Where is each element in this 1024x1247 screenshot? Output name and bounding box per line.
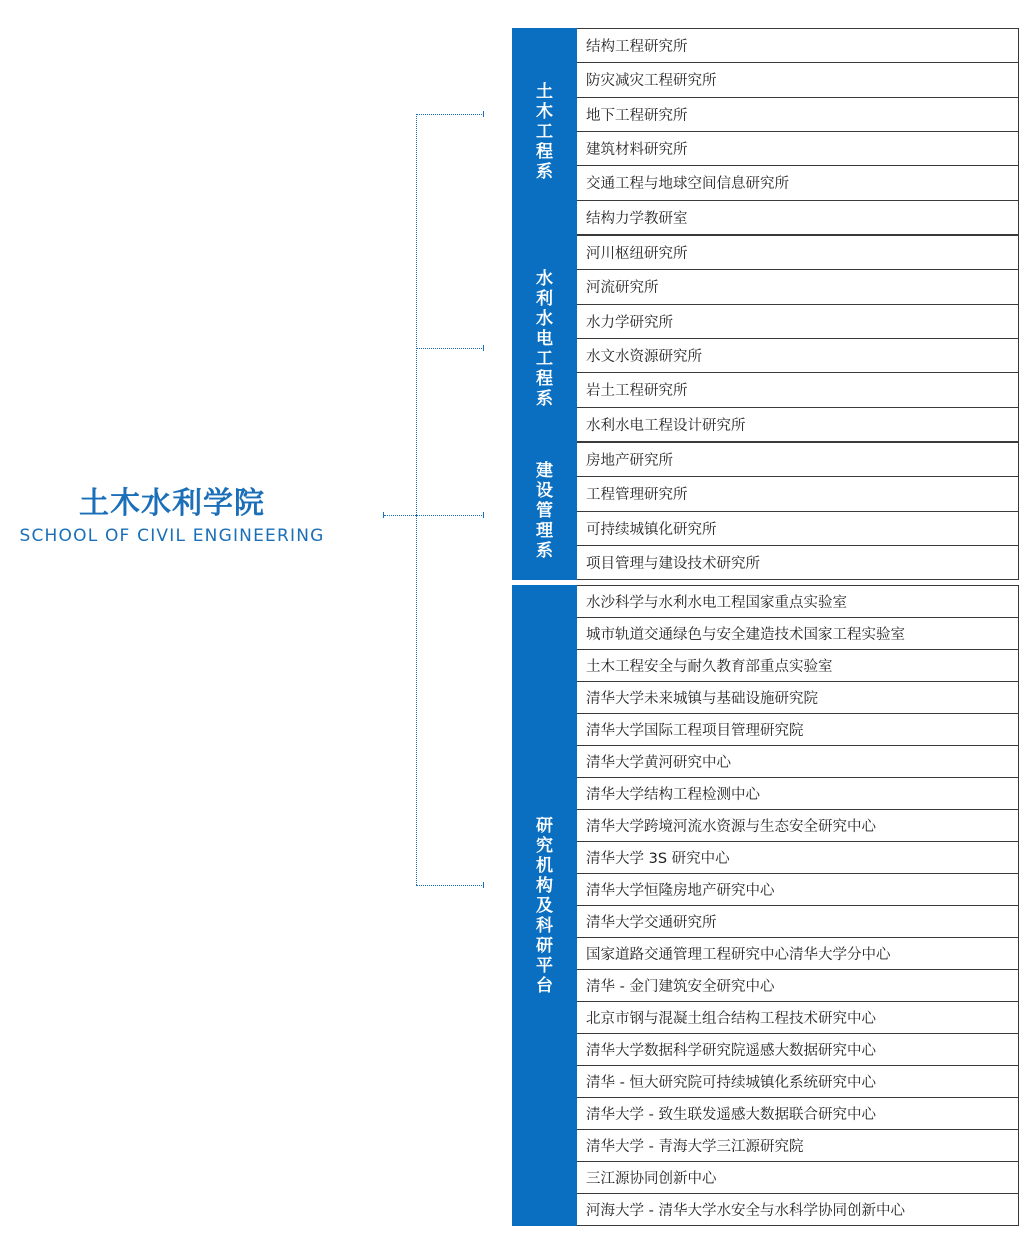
list-item: 岩土工程研究所	[577, 373, 1018, 407]
department-label	[512, 235, 577, 442]
list-item: 清华大学跨境河流水资源与生态安全研究中心	[577, 810, 1018, 842]
list-item: 河海大学 - 清华大学水安全与水科学协同创新中心	[577, 1194, 1018, 1226]
list-item: 清华大学黄河研究中心	[577, 746, 1018, 778]
list-item: 国家道路交通管理工程研究中心清华大学分中心	[577, 938, 1018, 970]
list-item: 城市轨道交通绿色与安全建造技术国家工程实验室	[577, 618, 1018, 650]
list-item: 清华大学恒隆房地产研究中心	[577, 874, 1018, 906]
branch-tick-2	[483, 345, 484, 351]
department-items	[577, 235, 1019, 442]
list-item: 水沙科学与水利水电工程国家重点实验室	[577, 586, 1018, 618]
list-item: 清华大学 - 青海大学三江源研究院	[577, 1130, 1018, 1162]
list-item: 清华 - 金门建筑安全研究中心	[577, 970, 1018, 1002]
list-item: 河川枢纽研究所	[577, 236, 1018, 270]
department-label	[512, 28, 577, 235]
list-item: 三江源协同创新中心	[577, 1162, 1018, 1194]
trunk-connector	[416, 114, 417, 885]
list-item: 水利水电工程设计研究所	[577, 408, 1018, 442]
list-item: 地下工程研究所	[577, 98, 1018, 132]
department-label	[512, 442, 577, 580]
school-name-cn: 土木水利学院	[79, 486, 265, 521]
department-items	[577, 28, 1019, 235]
department-hydraulic-engineering	[512, 235, 1019, 442]
list-item: 房地产研究所	[577, 443, 1018, 477]
list-item: 北京市钢与混凝土组合结构工程技术研究中心	[577, 1002, 1018, 1034]
branch-tick-3	[483, 512, 484, 518]
list-item: 清华大学 3S 研究中心	[577, 842, 1018, 874]
list-item: 可持续城镇化研究所	[577, 512, 1018, 546]
list-item: 清华大学交通研究所	[577, 906, 1018, 938]
department-name: 研究机构及科研平台	[536, 815, 553, 996]
department-name: 建设管理系	[536, 461, 553, 561]
school-name-en: SCHOOL OF CIVIL ENGINEERING	[19, 526, 325, 546]
list-item: 清华大学结构工程检测中心	[577, 778, 1018, 810]
branch-tick-4	[483, 882, 484, 888]
department-label	[512, 585, 577, 1226]
root-tick	[383, 512, 384, 518]
department-items	[577, 442, 1019, 580]
list-item: 建筑材料研究所	[577, 132, 1018, 166]
list-item: 结构工程研究所	[577, 29, 1018, 63]
school-title-block	[0, 484, 344, 548]
branch-connector-2	[416, 348, 484, 349]
department-items	[577, 585, 1019, 1226]
list-item: 交通工程与地球空间信息研究所	[577, 166, 1018, 200]
list-item: 土木工程安全与耐久教育部重点实验室	[577, 650, 1018, 682]
department-civil-engineering	[512, 28, 1019, 235]
list-item: 清华大学 - 致生联发遥感大数据联合研究中心	[577, 1098, 1018, 1130]
branch-connector-4	[416, 885, 484, 886]
list-item: 项目管理与建设技术研究所	[577, 546, 1018, 580]
list-item: 清华大学未来城镇与基础设施研究院	[577, 682, 1018, 714]
list-item: 工程管理研究所	[577, 477, 1018, 511]
department-name: 土木工程系	[536, 81, 553, 182]
list-item: 防灾减灾工程研究所	[577, 63, 1018, 97]
root-connector	[384, 515, 416, 516]
department-construction-management	[512, 442, 1019, 580]
branch-connector-3	[416, 515, 484, 516]
list-item: 清华大学数据科学研究院遥感大数据研究中心	[577, 1034, 1018, 1066]
list-item: 水力学研究所	[577, 305, 1018, 339]
list-item: 清华 - 恒大研究院可持续城镇化系统研究中心	[577, 1066, 1018, 1098]
research-institutes-platforms	[512, 585, 1019, 1226]
branch-tick-1	[483, 111, 484, 117]
branch-connector-1	[416, 114, 484, 115]
list-item: 水文水资源研究所	[577, 339, 1018, 373]
department-name: 水利水电工程系	[536, 268, 553, 409]
list-item: 河流研究所	[577, 270, 1018, 304]
list-item: 结构力学教研室	[577, 201, 1018, 235]
list-item: 清华大学国际工程项目管理研究院	[577, 714, 1018, 746]
